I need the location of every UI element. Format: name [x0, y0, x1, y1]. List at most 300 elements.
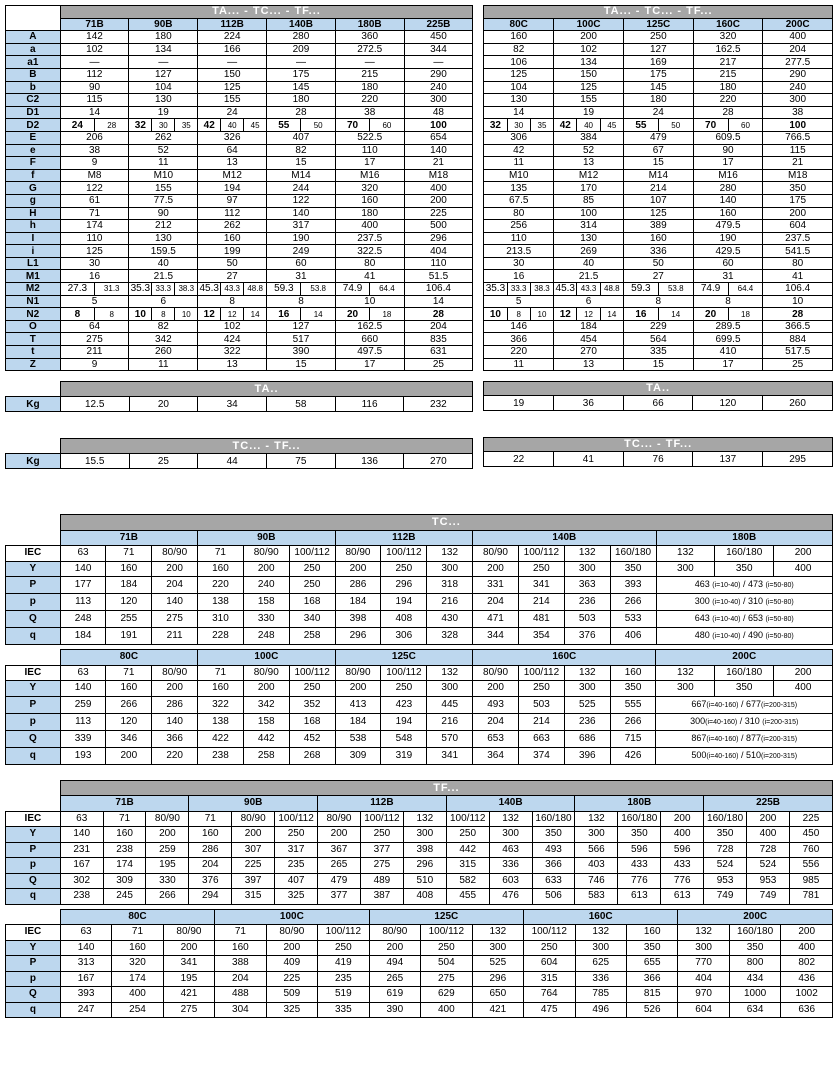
cell: 450: [404, 31, 473, 44]
group-header: 90B: [198, 530, 336, 546]
cell: 112: [60, 68, 129, 81]
table-row: [6, 730, 833, 747]
cell: 275: [152, 611, 198, 628]
cell: 625: [575, 956, 626, 972]
cell: 445: [427, 696, 473, 713]
cell: 160: [189, 827, 232, 843]
merged-cell: 300(i=40-160) / 310 (i=200-315): [656, 713, 833, 730]
cell: 100/112: [289, 546, 335, 562]
cell: 269: [554, 245, 624, 258]
row-label: IEC: [6, 546, 61, 562]
cell: 146: [484, 320, 554, 333]
cell: 15: [267, 358, 336, 371]
cell: 50: [623, 257, 693, 270]
cell: 80/90: [473, 665, 519, 681]
row-label: p: [6, 858, 61, 874]
sub-cell: 32: [489, 119, 501, 131]
cell: 21.5: [129, 270, 198, 283]
table-row: [6, 987, 833, 1003]
cell: 110: [404, 257, 473, 270]
cell: 174: [103, 858, 146, 874]
cell: 214: [518, 594, 564, 611]
cell: 177: [60, 577, 106, 594]
cell: 125: [623, 207, 693, 220]
table-row: [6, 346, 473, 359]
sub-cell: 18: [728, 308, 763, 320]
cell: 228: [198, 628, 244, 645]
cell: 300: [564, 681, 610, 697]
cell: 455: [446, 889, 489, 905]
group-header: 112B: [318, 796, 447, 812]
group-header: 180B: [575, 796, 704, 812]
b-series-block: [5, 514, 833, 645]
cell: 526: [626, 1002, 677, 1018]
table-row: [484, 68, 833, 81]
cell: 127: [623, 43, 693, 56]
cell: 158: [243, 594, 289, 611]
sub-cell: 12: [220, 308, 243, 320]
cell: 728: [704, 842, 747, 858]
cell: 331: [473, 577, 519, 594]
table-row: [6, 320, 473, 333]
cell: 350: [626, 940, 677, 956]
cell: 237.5: [763, 232, 833, 245]
cell: 400: [404, 182, 473, 195]
cell: 215: [693, 68, 763, 81]
cell: 275: [60, 333, 129, 346]
cell: 220: [335, 94, 404, 107]
cell: 100: [404, 119, 473, 132]
cell: 76: [623, 452, 693, 467]
cell: 80/90: [152, 546, 198, 562]
cell: 240: [243, 577, 289, 594]
cell: 110: [335, 144, 404, 157]
cell: —: [60, 56, 129, 69]
table-row: [484, 232, 833, 245]
cell: 25: [129, 454, 198, 469]
cell: [554, 119, 624, 132]
cell: 400: [112, 987, 163, 1003]
cell: 336: [623, 245, 693, 258]
cell: M12: [198, 169, 267, 182]
split-cell: [198, 119, 266, 131]
cell: 15: [623, 157, 693, 170]
cell: 229: [623, 320, 693, 333]
cell: 20: [129, 397, 198, 412]
cell: 80: [484, 207, 554, 220]
cell: 699.5: [693, 333, 763, 346]
row-label: O: [6, 320, 61, 333]
cell: 322.5: [335, 245, 404, 258]
cell: 232: [404, 397, 473, 412]
cell: 8: [693, 295, 763, 308]
table-row: [6, 94, 473, 107]
cell: 140: [60, 827, 103, 843]
cell: 320: [335, 182, 404, 195]
table-title: TA..: [484, 382, 833, 396]
row-label: F: [6, 157, 61, 170]
cell: 200: [747, 811, 790, 827]
cell: 195: [163, 971, 214, 987]
cell: 132: [678, 925, 729, 941]
cell: 341: [518, 577, 564, 594]
cell: 350: [763, 182, 833, 195]
cell: 296: [335, 628, 381, 645]
cell: M14: [267, 169, 336, 182]
cell: 175: [267, 68, 336, 81]
sub-cell: 48.8: [600, 283, 623, 295]
cell: 200: [146, 827, 189, 843]
table-row: [6, 144, 473, 157]
group-header-row: [6, 909, 833, 925]
cell: 325: [266, 1002, 317, 1018]
sub-cell: 10: [174, 308, 197, 320]
section-title: TC...: [60, 515, 832, 531]
cell: M8: [60, 169, 129, 182]
cell: 352: [289, 696, 335, 713]
merged-cell: 500(i=40-160) / 510(i=200-315): [656, 747, 833, 764]
cell: 158: [243, 713, 289, 730]
cell: 63: [60, 665, 106, 681]
iec-row: [6, 811, 833, 827]
sub-cell: 33.3: [151, 283, 174, 295]
row-label: p: [6, 713, 61, 730]
cell: 61: [60, 194, 129, 207]
cell: 663: [518, 730, 564, 747]
cell: 110: [60, 232, 129, 245]
sub-cell: 50: [300, 119, 334, 131]
cell: 350: [715, 561, 774, 577]
cell: 100/112: [446, 811, 489, 827]
cell: 200: [163, 940, 214, 956]
cell: 280: [693, 182, 763, 195]
cell: M10: [484, 169, 554, 182]
cell: 28: [693, 106, 763, 119]
group-header: 100C: [215, 909, 369, 925]
cell: 14: [404, 295, 473, 308]
cell: 215: [335, 68, 404, 81]
cell: 200: [266, 940, 317, 956]
cell: 244: [267, 182, 336, 195]
cell: 155: [129, 182, 198, 195]
cell: 800: [729, 956, 781, 972]
group-header: 200C: [678, 909, 833, 925]
cell: 140: [60, 561, 106, 577]
table-row: [6, 131, 473, 144]
cell: 80/90: [146, 811, 189, 827]
cell: 290: [404, 68, 473, 81]
cell: 132: [656, 546, 715, 562]
cell: 16: [60, 270, 129, 283]
cell: 132: [472, 925, 523, 941]
sub-cell: 8: [151, 308, 174, 320]
cell: 247: [60, 1002, 111, 1018]
cell: 80/90: [152, 665, 198, 681]
cell: 342: [129, 333, 198, 346]
cell: 250: [275, 827, 318, 843]
cell: 220: [693, 94, 763, 107]
group-header: 140B: [446, 796, 575, 812]
weight-row: [6, 397, 473, 412]
table-row: [484, 106, 833, 119]
table-row: [484, 207, 833, 220]
cell: 280: [267, 31, 336, 44]
cell: 236: [564, 713, 610, 730]
row-label: B: [6, 68, 61, 81]
cell: 398: [335, 611, 381, 628]
cell: 212: [129, 220, 198, 233]
cell: 300: [656, 681, 715, 697]
cell: 19: [129, 106, 198, 119]
cell: 296: [472, 971, 523, 987]
cell: [129, 283, 198, 296]
cell: 397: [232, 873, 275, 889]
cell: 366.5: [763, 320, 833, 333]
cell: [484, 119, 554, 132]
cell: 200: [106, 747, 152, 764]
cell: 97: [198, 194, 267, 207]
cell: 500: [404, 220, 473, 233]
cell: [335, 119, 404, 132]
table-row: [6, 169, 473, 182]
cell: 506: [532, 889, 575, 905]
cell: 300: [575, 940, 626, 956]
row-label: P: [6, 577, 61, 594]
cell: 262: [129, 131, 198, 144]
table-row: [484, 157, 833, 170]
cell: 132: [656, 665, 715, 681]
cell: 150: [554, 68, 624, 81]
split-cell: [61, 308, 129, 320]
sub-cell: 45.3: [555, 283, 575, 295]
sub-cell: 24: [71, 119, 83, 131]
cell: —: [404, 56, 473, 69]
cell: 194: [381, 713, 427, 730]
header-row: [484, 6, 833, 19]
cell: 442: [243, 730, 289, 747]
row-label: q: [6, 1002, 61, 1018]
cell: 21: [763, 157, 833, 170]
cell: 603: [489, 873, 532, 889]
cell: 132: [427, 665, 473, 681]
cell: 363: [564, 577, 610, 594]
cell: 40: [129, 257, 198, 270]
group-header: 125C: [369, 909, 523, 925]
cell: 1002: [781, 987, 833, 1003]
cell: 80: [763, 257, 833, 270]
cell: —: [129, 56, 198, 69]
cell: 204: [473, 713, 519, 730]
cell: 10: [763, 295, 833, 308]
sub-cell: 35.3: [485, 283, 506, 295]
cell: 555: [610, 696, 656, 713]
cell: 238: [198, 747, 244, 764]
table-row: [6, 333, 473, 346]
cell: 145: [267, 81, 336, 94]
sub-cell: 42: [559, 119, 571, 131]
row-label: D2: [6, 119, 61, 132]
sub-cell: 60: [369, 119, 403, 131]
cell: 206: [60, 131, 129, 144]
cell: 106.4: [763, 283, 833, 296]
cell: 471: [473, 611, 519, 628]
cell: 613: [661, 889, 704, 905]
sub-cell: 12: [203, 308, 215, 320]
sub-cell: 50: [658, 119, 693, 131]
cell: 322: [198, 696, 244, 713]
cell: 522.5: [335, 131, 404, 144]
cell: 307: [232, 842, 275, 858]
cell: 403: [575, 858, 618, 874]
cell: 422: [198, 730, 244, 747]
cell: 326: [198, 131, 267, 144]
sub-cell: 59.3: [631, 283, 651, 295]
row-label: P: [6, 842, 61, 858]
cell: 295: [763, 452, 833, 467]
table-row: [6, 270, 473, 283]
cell: [129, 308, 198, 321]
cell: 309: [103, 873, 146, 889]
cell: 634: [729, 1002, 781, 1018]
cell: 13: [198, 358, 267, 371]
cell: 504: [421, 956, 473, 972]
cell: 140: [693, 194, 763, 207]
cell: 113: [60, 713, 106, 730]
cell: 28: [267, 106, 336, 119]
cell: 400: [661, 827, 704, 843]
table-row: [6, 561, 833, 577]
table-row: [484, 94, 833, 107]
row-label: P: [6, 696, 61, 713]
column-header: 90B: [129, 18, 198, 31]
cell: 160/180: [715, 546, 774, 562]
row-label: q: [6, 628, 61, 645]
column-header: 225B: [404, 18, 473, 31]
cell: 493: [473, 696, 519, 713]
cell: 497.5: [335, 346, 404, 359]
cell: 15.5: [60, 454, 129, 469]
cell: 309: [335, 747, 381, 764]
row-label: q: [6, 889, 61, 905]
cell: 406: [610, 628, 656, 645]
cell: 398: [403, 842, 446, 858]
weight-row: [484, 452, 833, 467]
cell: 452: [289, 730, 335, 747]
split-cell: [624, 283, 693, 295]
header-row: [6, 515, 833, 531]
sub-cell: 42: [203, 119, 215, 131]
cell: 191: [106, 628, 152, 645]
cell: 225: [232, 858, 275, 874]
row-label: Y: [6, 561, 61, 577]
cell: 770: [678, 956, 729, 972]
cell: 760: [789, 842, 832, 858]
cell: 479.5: [693, 220, 763, 233]
cell: 248: [243, 628, 289, 645]
cell: 132: [575, 925, 626, 941]
cell: 160: [626, 925, 677, 941]
cell: 71: [103, 811, 146, 827]
cell: 421: [472, 1002, 523, 1018]
cell: 389: [623, 220, 693, 233]
table-row: [6, 194, 473, 207]
cell: 248: [60, 611, 106, 628]
cell: 217: [693, 56, 763, 69]
cell: 315: [446, 858, 489, 874]
cell: 245: [103, 889, 146, 905]
sub-cell: 45: [600, 119, 623, 131]
cell: 377: [360, 842, 403, 858]
split-cell: [129, 308, 197, 320]
cell: 190: [693, 232, 763, 245]
cell: 100: [763, 119, 833, 132]
cell: 116: [335, 397, 404, 412]
cell: 204: [189, 858, 232, 874]
cell: 220: [198, 577, 244, 594]
cell: [693, 308, 763, 321]
sub-cell: 30: [151, 119, 174, 131]
table-row: [6, 257, 473, 270]
cell: 262: [198, 220, 267, 233]
cell: 160: [106, 561, 152, 577]
sub-cell: 43.3: [220, 283, 243, 295]
cell: 330: [146, 873, 189, 889]
cell: 374: [518, 747, 564, 764]
b-series-block: [5, 780, 833, 905]
column-header: 160C: [693, 18, 763, 31]
sub-cell: 12: [576, 308, 599, 320]
sub-cell: 20: [705, 308, 717, 320]
table-row: [6, 577, 833, 594]
cell: 250: [524, 940, 576, 956]
cell: 11: [129, 157, 198, 170]
cell: 44: [198, 454, 267, 469]
table-row: [6, 827, 833, 843]
cell: 655: [626, 956, 677, 972]
cell: 104: [129, 81, 198, 94]
cell: 250: [518, 561, 564, 577]
table-row: [6, 220, 473, 233]
cell: 200: [335, 681, 381, 697]
table-row: [484, 308, 833, 321]
table-row: [6, 283, 473, 296]
cell: 80/90: [243, 665, 289, 681]
cell: 10: [335, 295, 404, 308]
cell: 225: [266, 971, 317, 987]
header-row: [6, 780, 833, 796]
table-row: [6, 713, 833, 730]
cell: 21.5: [554, 270, 624, 283]
split-cell: [336, 119, 404, 131]
cell: 429.5: [693, 245, 763, 258]
group-header: 90B: [189, 796, 318, 812]
cell: 346: [106, 730, 152, 747]
cell: 204: [152, 577, 198, 594]
cell: 250: [421, 940, 473, 956]
sub-cell: 14: [600, 308, 623, 320]
cell: M18: [763, 169, 833, 182]
cell: 34: [198, 397, 267, 412]
sub-cell: 8: [74, 308, 81, 320]
split-cell: [267, 283, 335, 295]
cell: 25: [404, 358, 473, 371]
cell: 300: [575, 827, 618, 843]
cell: 71: [189, 811, 232, 827]
cell: 728: [747, 842, 790, 858]
row-label: Y: [6, 827, 61, 843]
sub-cell: 74.9: [342, 283, 363, 295]
cell: 489: [360, 873, 403, 889]
